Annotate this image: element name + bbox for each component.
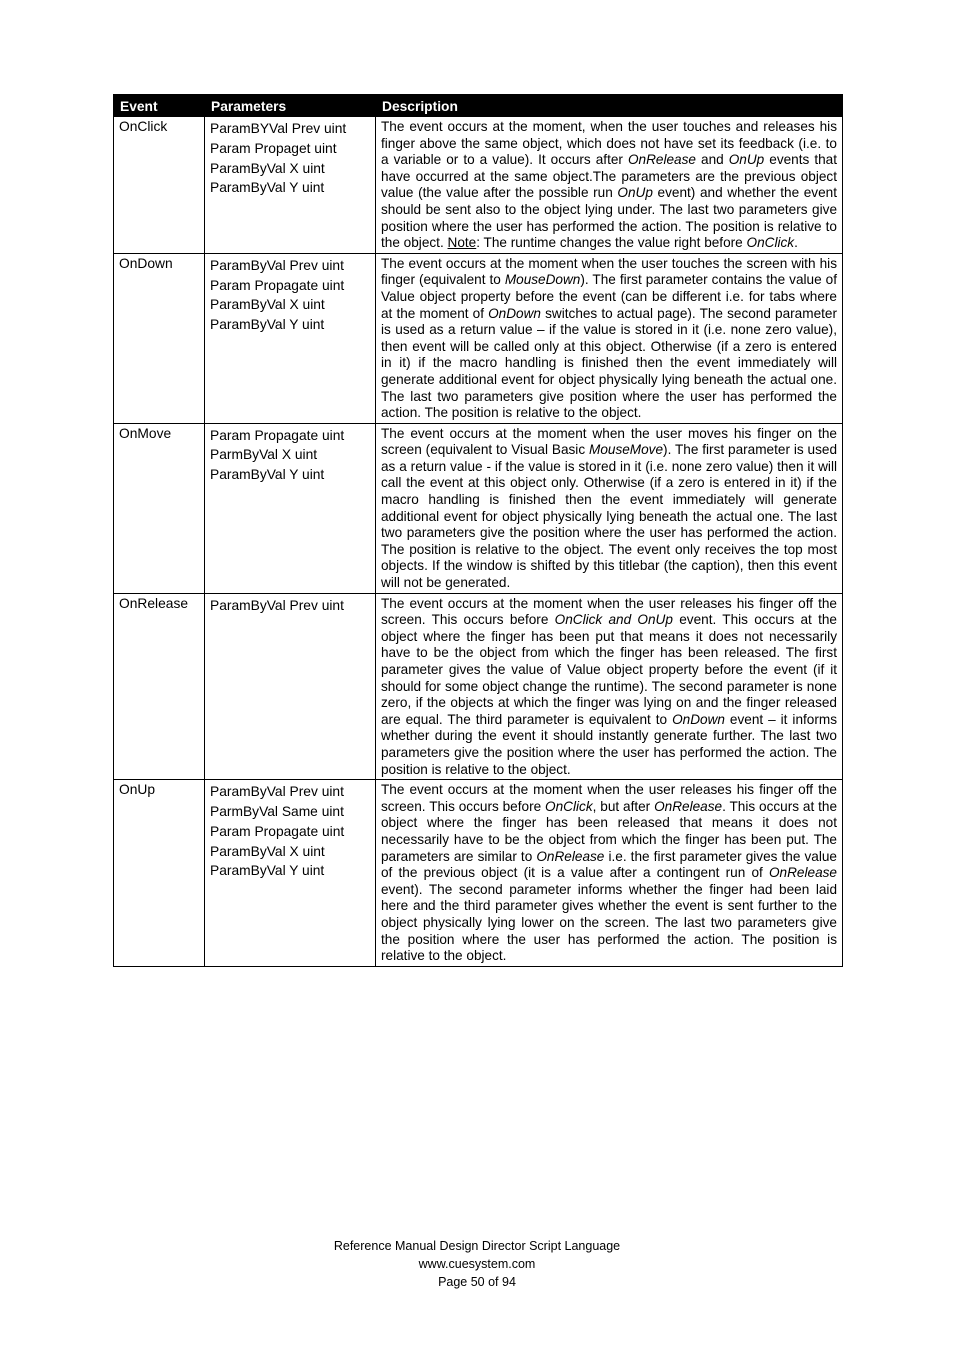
table-row [114,593,843,780]
italic-term: OnRelease [536,848,605,864]
parameter-item: ParamByVal Prev uint [210,784,344,800]
parameter-item: Param Propagate uint [210,823,345,839]
description-text: ). The first parameter contains the value of Value object property before the event (can be different i.e. for tabs where at the moment of [381,272,837,321]
italic-term: OnUp [617,185,653,201]
parameter-item: ParamByVal Y uint [210,180,325,196]
event-name-cell: OnDown [114,253,205,423]
underlined-note: Note [447,235,477,251]
header-description: Description [376,95,843,117]
description-cell [376,780,843,967]
italic-term: OnClick [746,235,795,251]
event-name-cell: OnClick [114,117,205,254]
parameter-item: Param Propagate uint [210,277,345,293]
description-text: : The runtime changes the value right before [476,235,747,251]
description-text: . This occurs at the object where the finger has been released that means it does not necessarily have to be the object from which the finger has been put. The parameters are similar to [381,798,838,864]
italic-term: OnRelease [627,152,696,168]
description-text: events that have occurred at the same object.The parameters are the previous object value (the value after the possible run [381,152,838,201]
parameter-item: ParamByVal Y uint [210,863,325,879]
description-text: The event occurs at the moment when the user releases his finger off the screen. This occurs before [381,782,837,814]
footer-website: www.cuesystem.com [418,1257,536,1271]
parameter-item: Param Propagate uint [210,427,345,443]
table-row [114,780,843,967]
italic-term: OnRelease [768,865,837,881]
parameter-item: ParamByVal X uint [210,297,325,313]
footer-page-number: Page 50 of 94 [438,1275,516,1289]
italic-term: MouseMove [589,442,664,458]
description-cell [376,253,843,423]
parameter-item: ParamByVal Prev uint [210,597,344,613]
description-text: . [794,235,798,251]
description-cell [376,423,843,593]
description-text: event. This occurs at the object where the finger has been put that means it does not necessarily have to be the object from which the finger has been released. The first parameter gives the value of Value object property before the event (if it should for some object change the runtime). The second parameter is none zero, if the objects at which the finger was lying on and the finger released are equal. The third parameter is equivalent to [381,612,837,727]
parameter-item: ParamByVal X uint [210,160,325,176]
italic-term: OnClick [545,798,593,814]
table-header-row [114,95,843,117]
parameter-item: ParmByVal X uint [210,447,318,463]
description-text: The event occurs at the moment when the user moves his finger on the screen (equivalent to Visual Basic [381,425,837,458]
italic-term: OnClick and OnUp [554,612,673,628]
table-row [114,423,843,593]
parameters-cell [205,253,376,423]
description-text: event – it informs whether during the event it should instantly generate further. The last two parameters give the position where the user has performed the action. The position is relative to the object. [381,711,837,777]
parameter-item: ParmByVal Same uint [210,803,344,819]
description-text: switches to actual page). The second parameter is used as a return value – if the value is stored in it (i.e. none zero value), then event will be called only at this object. Otherwise (if a zero is entered in it) if the macro handling is finished then the event immediately will generate additional event for object physically lying beneath the actual one. The last two parameters give position where the user has performed the action. The position is relative to the object. [381,305,837,421]
parameters-cell [205,593,376,780]
parameter-item: Param Propaget uint [210,140,337,156]
header-parameters: Parameters [205,95,376,117]
description-text: The event occurs at the moment when the user releases his finger off the screen. This occurs before [381,595,837,628]
parameters-cell [205,423,376,593]
italic-term: MouseDown [504,272,581,288]
footer-title: Reference Manual Design Director Script Language [333,1239,621,1253]
table-row [114,253,843,423]
italic-term: OnUp [728,152,765,168]
table-row [114,117,843,254]
events-table [113,94,843,967]
description-text: The event occurs at the moment, when the user touches and releases his finger above the same object, which does not have set its feedback (i.e. to a variable or to a value). It occurs after [381,119,837,168]
italic-term: OnRelease [654,798,723,814]
parameters-cell [205,780,376,967]
parameter-item: ParamByVal Prev uint [210,257,344,273]
parameters-cell [205,117,376,254]
italic-term: OnDown [488,305,541,321]
description-text: event) and whether the event should be sent also to the object lying under. The last two parameters give position where the user has performed the action. The position is relative to the object. [381,185,838,251]
description-cell [376,593,843,780]
description-text: event). The second parameter informs whether the finger had been laid here and the third parameter gives whether the event is sent further to the object physically lying lower on the screen. The last two parameters give the position where the user has performed the action. The position is relative to the object. [381,881,837,964]
description-text: ). The first parameter is used as a return value - if the value is stored in it (i.e. none zero value) then it will call the event at this object only. Otherwise (if a zero is entered in it) if the macro handling is finished then the event immediately will generate additional event for object physically lying beneath the actual one. The last two parameters give the position where the user has performed the action. The position is relative to the object. The event only receives the top most objects. If the window is shifted by this titlebar (the caption), then this event will not be generated. [381,442,838,591]
table-body [114,117,843,967]
description-cell [376,117,843,254]
parameter-item: ParamByVal Y uint [210,317,325,333]
event-name-cell: OnMove [114,423,205,593]
parameter-item: ParamByVal Y uint [210,467,325,483]
parameter-item: ParamBYVal Prev uint [210,121,347,136]
description-text: and [695,152,729,168]
header-event: Event [114,95,205,117]
description-text: i.e. the first parameter gives the value of the previous object (it is a value after a contingent run of [381,848,837,881]
description-text: , but after [592,798,655,814]
parameter-item: ParamByVal X uint [210,843,325,859]
event-name-cell: OnUp [114,780,205,967]
italic-term: OnDown [672,711,725,727]
event-name-cell: OnRelease [114,593,205,780]
description-text: The event occurs at the moment when the user touches the screen with his finger (equivalent to [381,255,837,288]
